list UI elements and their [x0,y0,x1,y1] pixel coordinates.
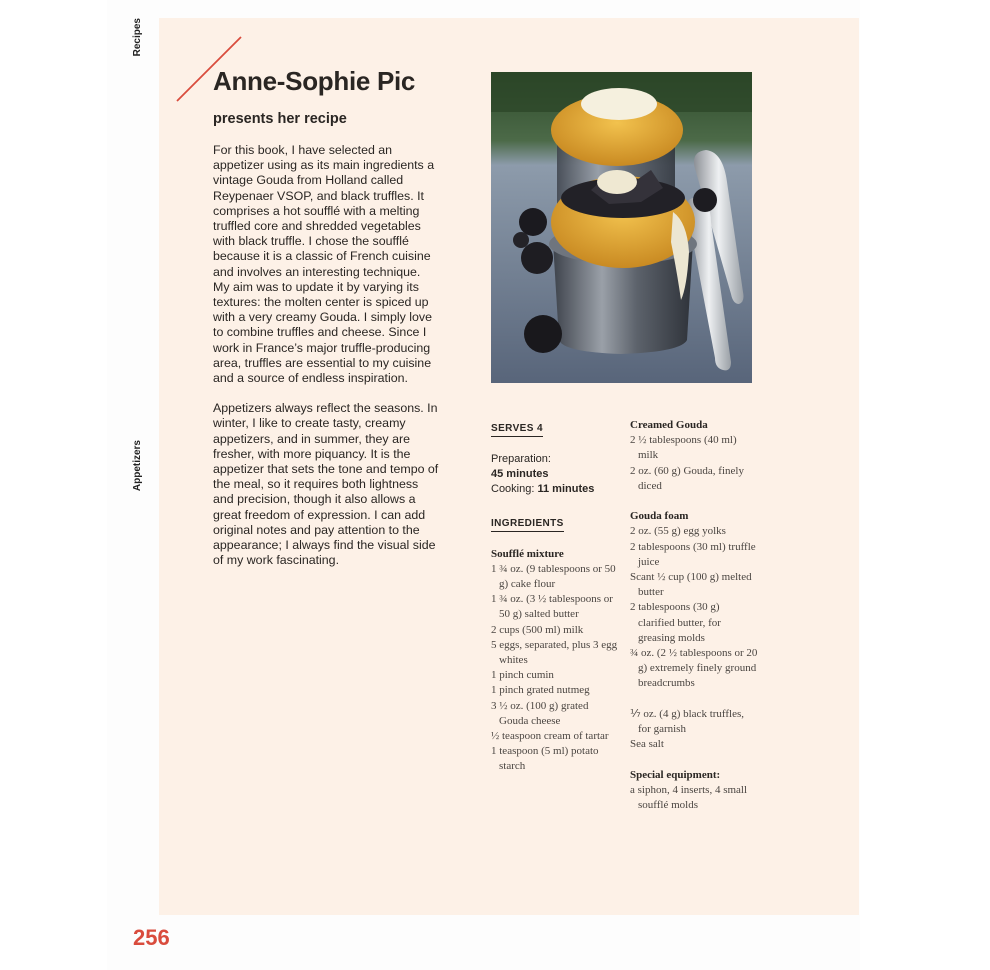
creamed-gouda-heading: Creamed Gouda [630,419,708,431]
timing [491,452,619,498]
intro-text [213,143,439,583]
ingredients-label: INGREDIENTS [491,518,564,532]
intro-paragraph: Appetizers always reflect the seasons. In winter, I like to create tasty, creamy appetizers, and in summer, they are fresher, with more piquancy. It is the appetizer that sets the tone and tempo of the meal, so it requires both lightness and precision, though it also allows a great freedom of expression. I can add original notes and pay attention to the appearance; I always find the visual side of my work fascinating. [213,401,439,568]
ingredient-item: 2 cups (500 ml) milk [491,623,584,636]
category-label: Appetizers [132,440,143,492]
ingredient-item: 1 ¾ oz. (3 ½ tablespoons or 50 g) salted butter [491,593,613,621]
ingredient-item: 1 pinch grated nutmeg [491,684,590,697]
ingredient-item: ¾ oz. (2 ½ tablespoons or 20 g) extremely finely ground breadcrumbs [630,647,758,690]
equipment-item: a siphon, 4 inserts, 4 small soufflé molds [630,783,748,812]
souffle-heading: Soufflé mixture [491,547,564,560]
recipe-info-column [491,418,619,775]
ingredient-item: 1 teaspoon (5 ml) potato starch [491,745,599,773]
cook-value: 11 minutes [537,483,595,496]
section-label: Recipes [132,18,143,57]
garnish-item: ⅐ oz. (4 g) black truffles, for garnish [630,707,745,736]
gouda-foam-heading: Gouda foam [630,510,689,523]
serves-label: SERVES 4 [491,423,543,437]
ingredient-item: 2 tablespoons (30 g) clarified butter, for greasing molds [630,601,721,644]
souffle-photo [491,72,752,383]
cook-label: Cooking: [491,483,535,496]
prep-label: Preparation: [491,453,551,465]
ingredient-item: 1 ¾ oz. (9 tablespoons or 50 g) cake flour [491,562,616,591]
ingredient-item: 2 oz. (55 g) egg yolks [630,525,726,538]
garnish-item: Sea salt [630,738,664,751]
ingredient-item: 2 oz. (60 g) Gouda, finely diced [630,464,744,492]
ingredient-item: 2 ½ tablespoons (40 ml) milk [630,434,737,462]
chef-name-title: Anne-Sophie Pic [213,66,416,96]
ingredient-item: ½ teaspoon cream of tartar [491,730,609,743]
ingredient-item: 5 eggs, separated, plus 3 egg whites [491,638,618,667]
ingredient-item: Scant ½ cup (100 g) melted butter [630,571,752,599]
intro-paragraph: For this book, I have selected an appetizer using as its main ingredients a vintage Gouda from Holland called Reypenaer VSOP, and black truffles. It comprises a hot soufflé with a melting truffled core and shredded vegetables with black truffle. I chose the soufflé because it is a classic of French cuisine and involves an interesting technique. My aim was to update it by varying its textures: the molten center is spiced up with a very creamy Gouda. I simply love to combine truffles and cheese. Since I work in France’s major truffle-producing area, truffles are essential to my cuisine and a source of endless inspiration. [213,143,435,386]
ingredient-item: 1 pinch cumin [491,669,554,682]
prep-value: 45 minutes [491,468,549,481]
ingredient-item: 2 tablespoons (30 ml) truffle juice [630,540,756,568]
equipment-heading: Special equipment: [630,768,721,781]
ingredients-column [630,418,758,813]
subtitle: presents her recipe [213,111,347,127]
ingredient-item: 3 ½ oz. (100 g) grated Gouda cheese [491,699,589,727]
page-number: 256 [133,925,170,950]
